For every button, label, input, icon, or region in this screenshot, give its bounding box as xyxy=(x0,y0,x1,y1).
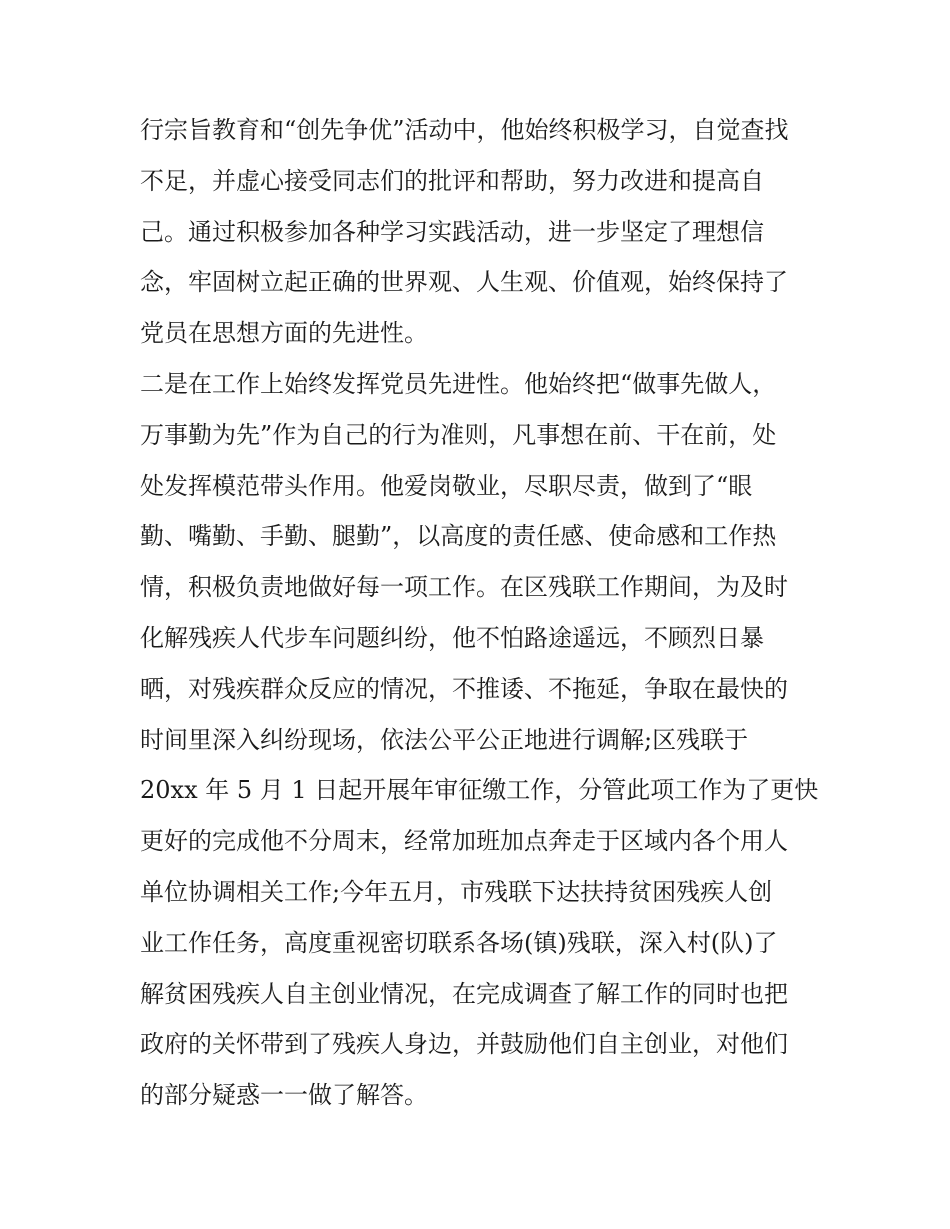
text-line: 的部分疑惑一一做了解答。 xyxy=(140,1081,428,1110)
text-line: 党员在思想方面的先进性。 xyxy=(140,319,428,348)
text-line: 勤、嘴勤、手勤、腿勤”，以高度的责任感、使命感和工作热 xyxy=(140,522,777,551)
text-line: 化解残疾人代步车问题纠纷，他不怕路途遥远，不顾烈日暴 xyxy=(140,623,764,652)
text-line: 更好的完成他不分周末，经常加班加点奔走于区域内各个用人 xyxy=(140,827,788,856)
body-text xyxy=(140,105,820,1121)
text-line: 业工作任务，高度重视密切联系各场(镇)残联，深入村(队)了 xyxy=(140,928,778,957)
text-line: 20xx 年 5 月 1 日起开展年审征缴工作，分管此项工作为了更快 xyxy=(140,776,819,805)
text-line: 念，牢固树立起正确的世界观、人生观、价值观，始终保持了 xyxy=(140,268,788,297)
text-line: 行宗旨教育和“创先争优”活动中，他始终积极学习，自觉查找 xyxy=(140,116,789,144)
text-line: 万事勤为先”作为自己的行为准则，凡事想在前、干在前，处 xyxy=(140,420,777,449)
text-line: 晒，对残疾群众反应的情况，不推诿、不拖延，争取在最快的 xyxy=(140,674,788,703)
text-line: 不足，并虚心接受同志们的批评和帮助，努力改进和提高自 xyxy=(140,166,764,195)
text-line: 时间里深入纠纷现场，依法公平公正地进行调解;区残联于 xyxy=(140,725,749,754)
text-line: 解贫困残疾人自主创业情况，在完成调查了解工作的同时也把 xyxy=(140,979,788,1008)
text-line: 处发挥模范带头作用。他爱岗敬业，尽职尽责，做到了“眼 xyxy=(140,471,753,500)
text-line: 情，积极负责地做好每一项工作。在区残联工作期间，为及时 xyxy=(140,573,788,602)
text-line: 二是在工作上始终发挥党员先进性。他始终把“做事先做人， xyxy=(140,369,777,398)
text-line: 单位协调相关工作;今年五月，市残联下达扶持贫困残疾人创 xyxy=(140,877,773,906)
text-line: 己。通过积极参加各种学习实践活动，进一步坚定了理想信 xyxy=(140,217,764,246)
text-line: 政府的关怀带到了残疾人身边，并鼓励他们自主创业，对他们 xyxy=(140,1030,788,1059)
